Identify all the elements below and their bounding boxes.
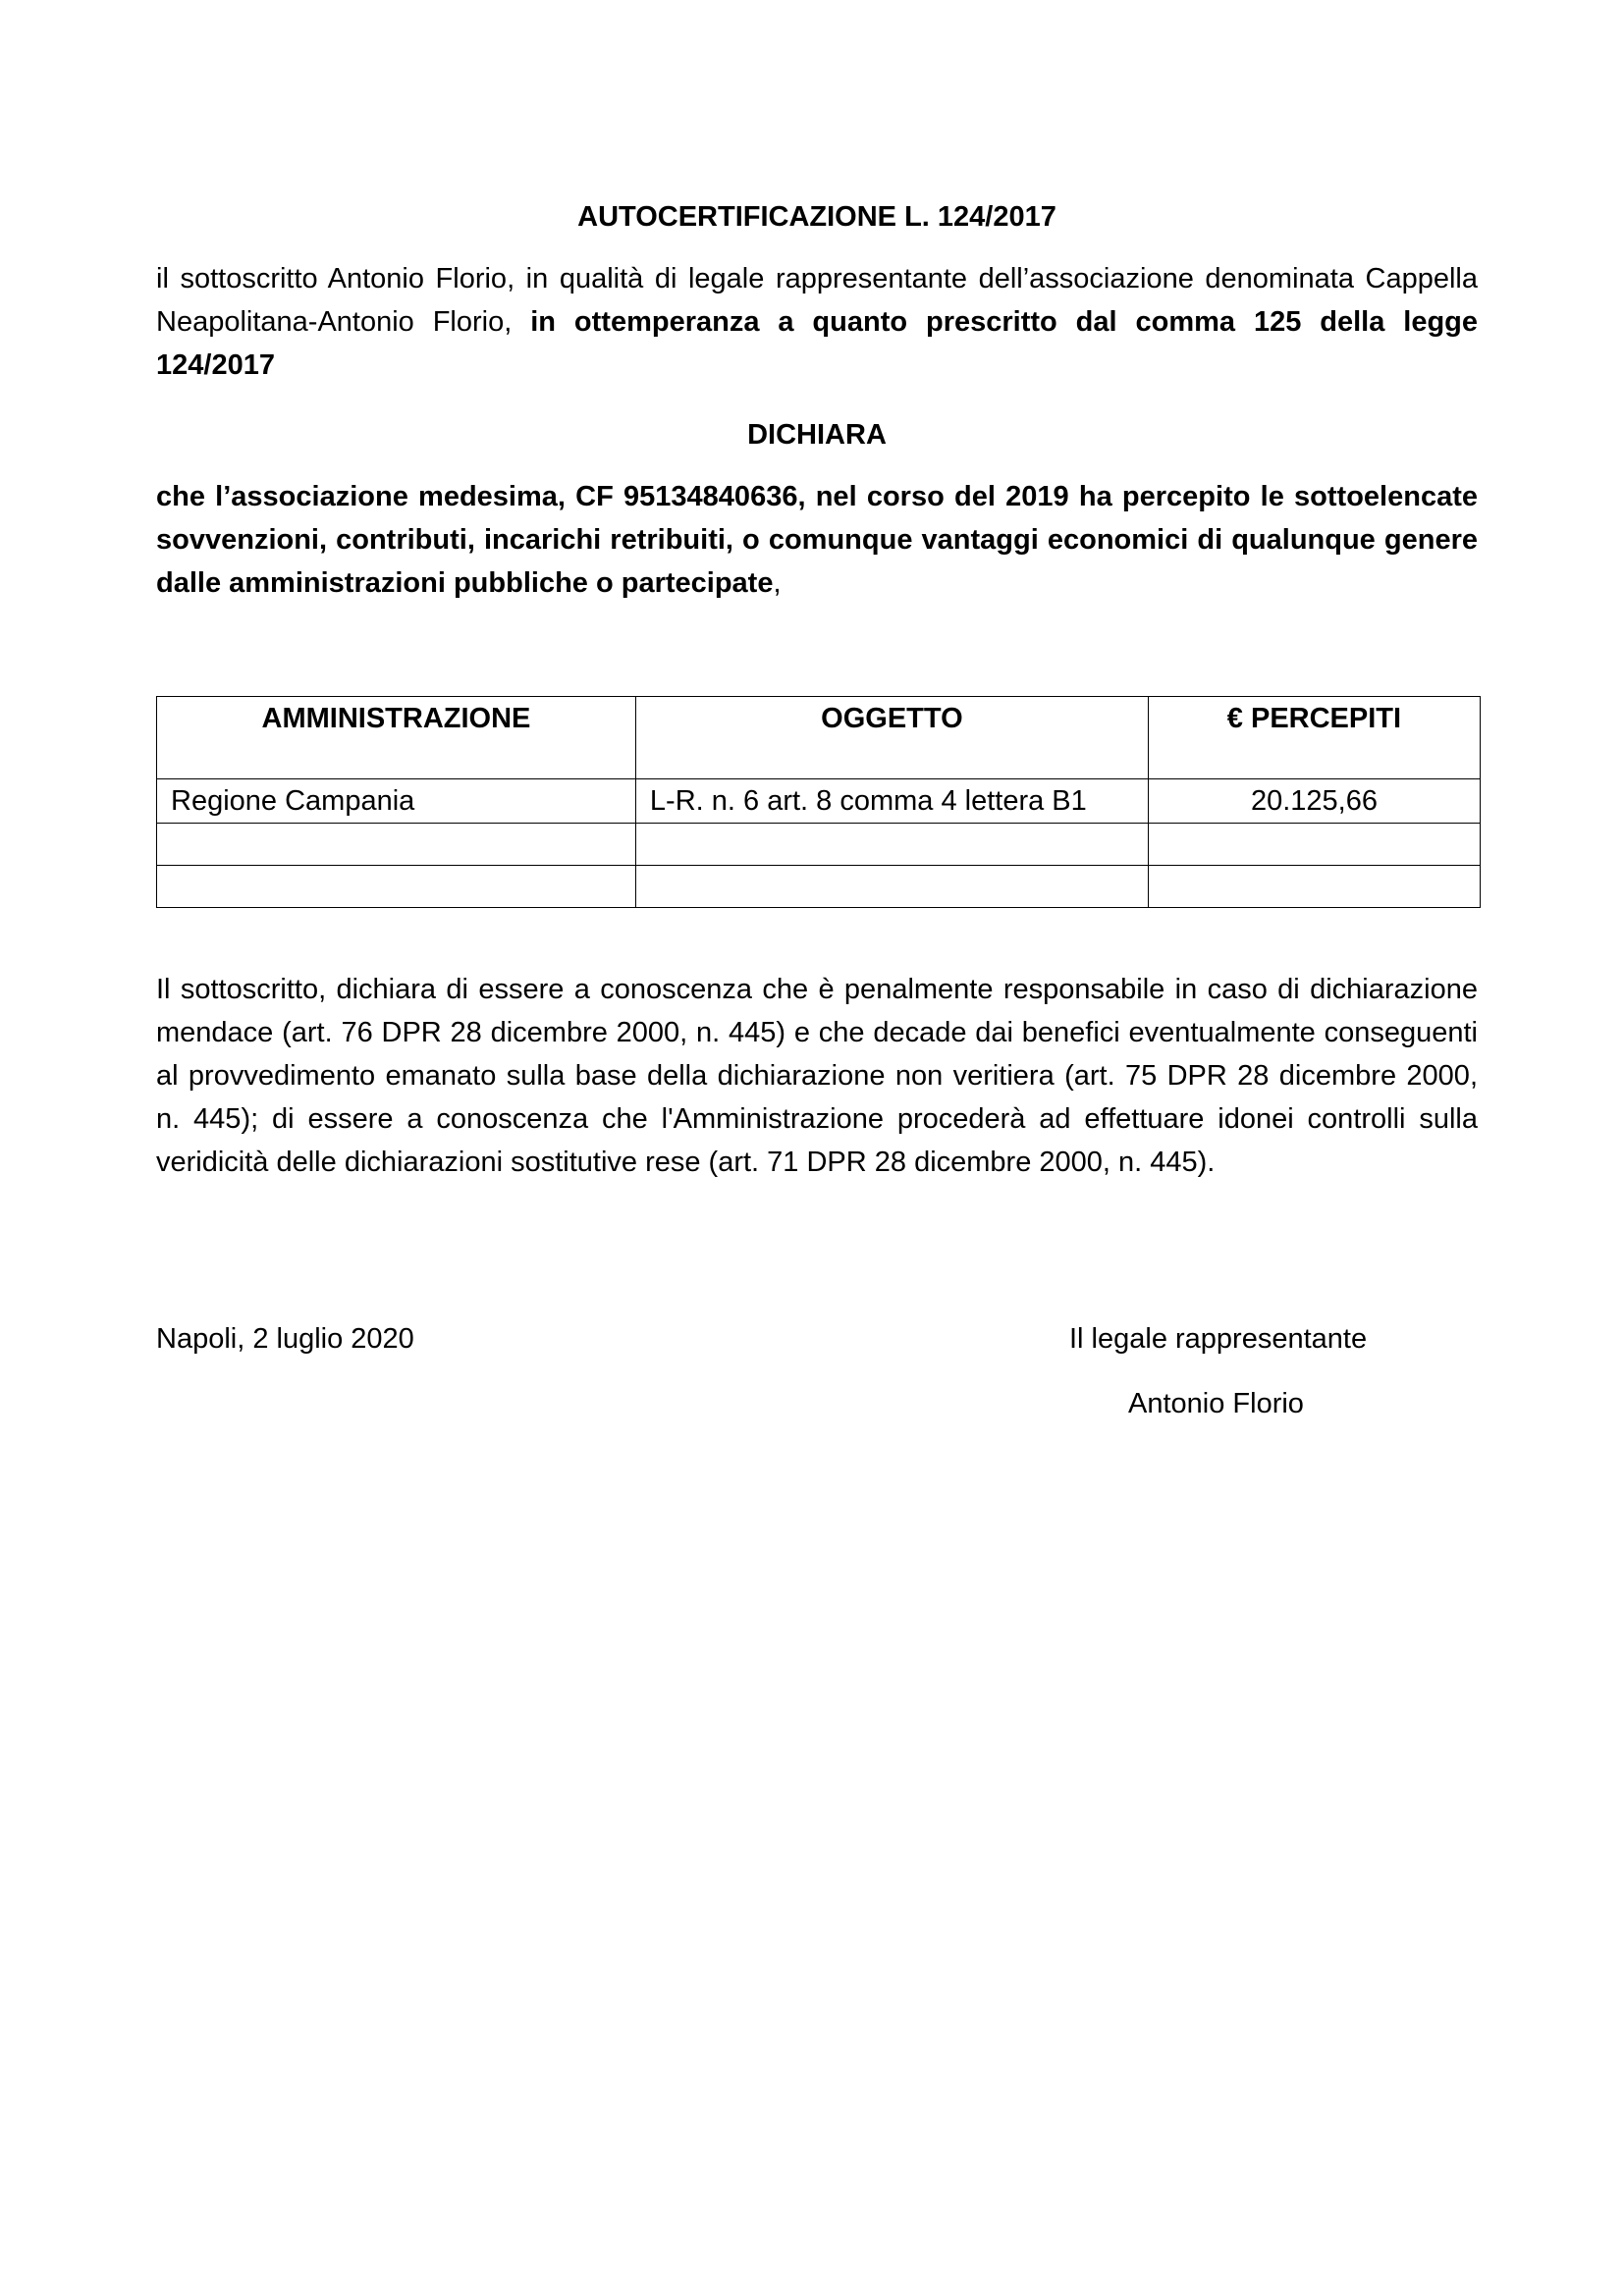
cell-amministrazione [157,866,636,908]
table-header-row [157,697,1481,779]
disclaimer-paragraph: Il sottoscritto, dichiara di essere a conoscenza che è penalmente responsabile in caso di dichiarazione mendace (art. 76 DPR 28 dicembre 2000, n. 445) e che decade dai benefici eventualmente conseguenti al provvedimento emanato sulla base della dichiarazione non veritiera (art. 75 DPR 28 dicembre 2000, n. 445); di essere a conoscenza che l'Amministrazione procederà ad effettuare idonei controlli sulla veridicità delle dichiarazioni sostitutive rese (art. 71 DPR 28 dicembre 2000, n. 445). [156,974,1478,1178]
cell-amministrazione [157,824,636,866]
declaration-heading: DICHIARA [747,419,887,451]
funding-table [156,696,1481,908]
signature-role: Il legale rappresentante [1069,1323,1368,1355]
declaration-trailing: , [773,567,782,599]
cell-oggetto [635,866,1148,908]
cell-oggetto: L-R. n. 6 art. 8 comma 4 lettera B1 [635,779,1148,824]
declaration-text: che l’associazione medesima, CF 95134840636, nel corso del 2019 ha percepito le sottoelencate sovvenzioni, contributi, incarichi retribuiti, o comunque vantaggi economici di qualunque genere dalle amministrazioni pubbliche o partecipate [156,481,1478,599]
header-amministrazione: AMMINISTRAZIONE [157,697,636,779]
table-row [157,824,1481,866]
header-percepiti: € PERCEPITI [1148,697,1480,779]
cell-percepiti [1148,824,1480,866]
signature-name: Antonio Florio [1128,1388,1304,1419]
cell-oggetto [635,824,1148,866]
intro-legal-reference: in ottemperanza a quanto prescritto dal comma 125 della legge 124/2017 [156,306,1479,381]
table-row [157,779,1481,824]
header-oggetto: OGGETTO [635,697,1148,779]
declaration-paragraph [156,475,1478,605]
intro-paragraph [156,257,1478,387]
cell-amministrazione: Regione Campania [157,779,636,824]
intro-text: il sottoscritto Antonio Florio, in qualità di legale rappresentante dell’associazione denominata Cappella Neapolitana-Antonio Florio, [156,263,1478,338]
cell-percepiti: 20.125,66 [1148,779,1480,824]
document-title: AUTOCERTIFICAZIONE L. 124/2017 [577,201,1056,233]
table-row [157,866,1481,908]
cell-percepiti [1148,866,1480,908]
place-date: Napoli, 2 luglio 2020 [156,1323,414,1355]
